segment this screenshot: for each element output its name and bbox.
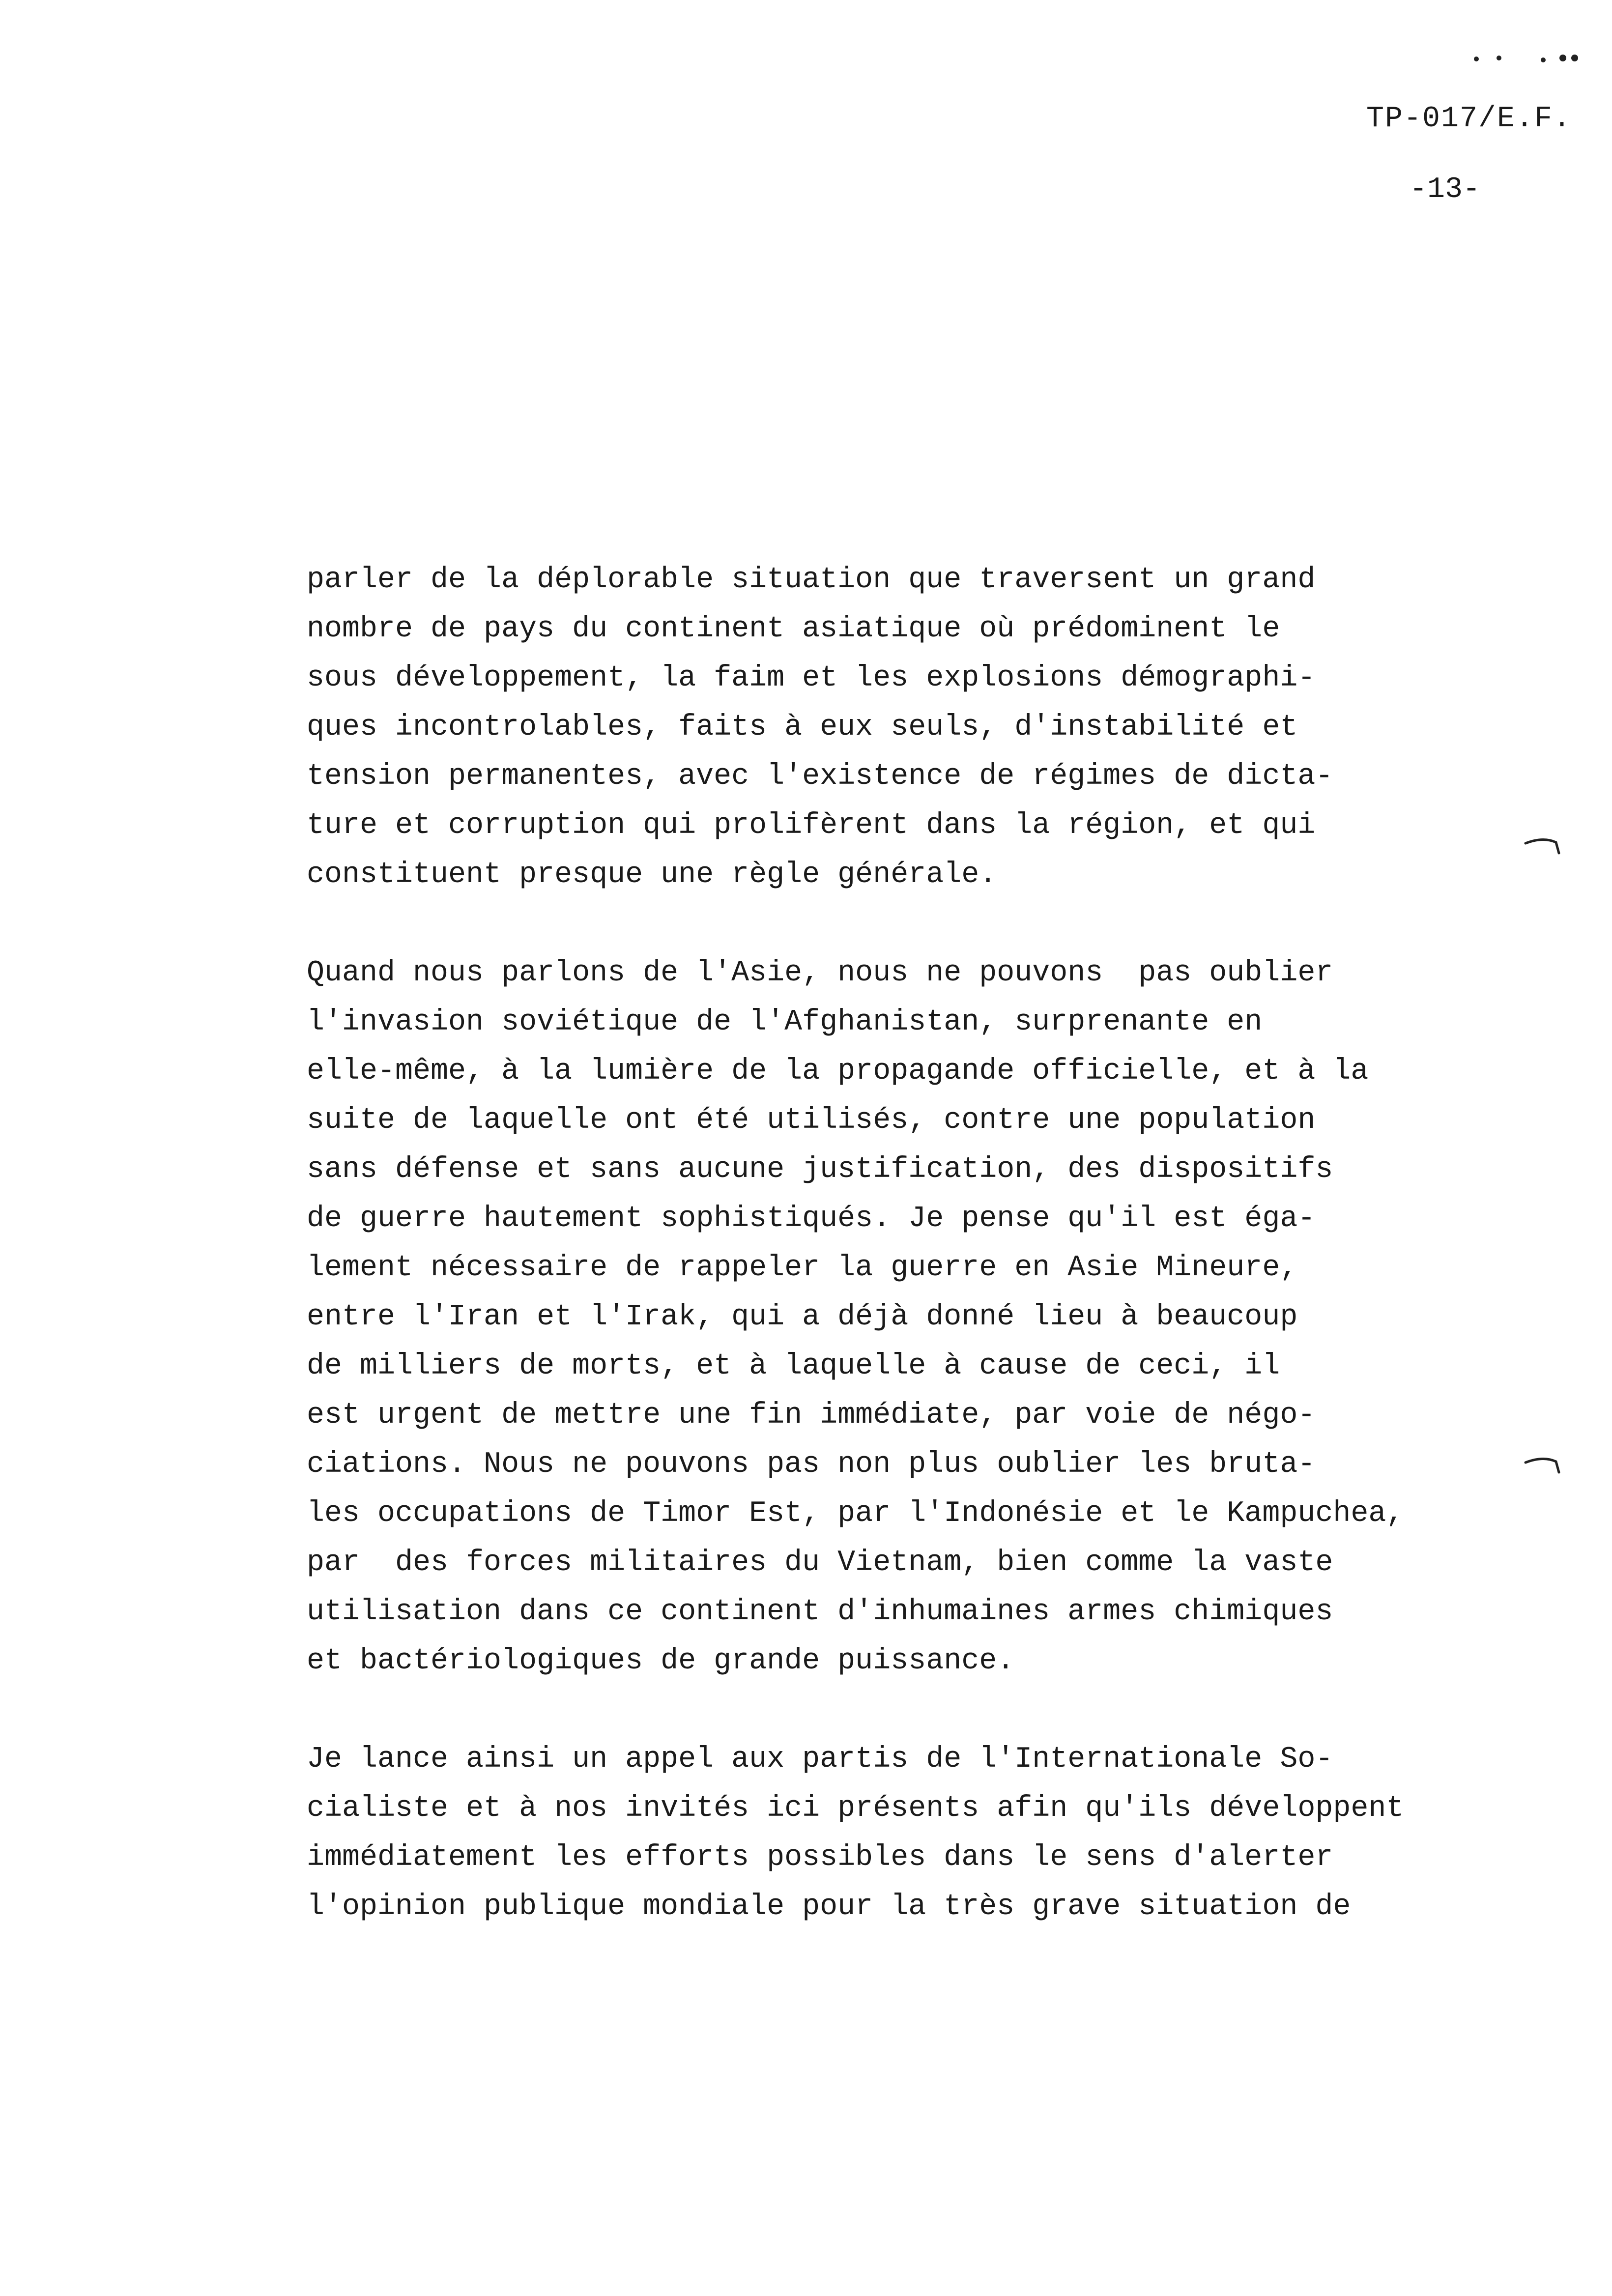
text-line: par des forces militaires du Vietnam, bien comme la vaste <box>307 1546 1333 1579</box>
text-line: ques incontrolables, faits à eux seuls, d'instabilité et <box>307 711 1298 744</box>
text-line: ciations. Nous ne pouvons pas non plus oublier les bruta- <box>307 1448 1316 1481</box>
text-line: nombre de pays du continent asiatique où prédominent le <box>307 612 1280 646</box>
text-line: cialiste et à nos invités ici présents afin qu'ils développent <box>307 1792 1404 1825</box>
text-line: sous développement, la faim et les explosions démographi- <box>307 661 1316 695</box>
text-line: immédiatement les efforts possibles dans le sens d'alerter <box>307 1841 1333 1874</box>
margin-mark-icon <box>1524 835 1563 855</box>
body-text <box>307 555 1535 1980</box>
text-line: entre l'Iran et l'Irak, qui a déjà donné lieu à beaucoup <box>307 1300 1298 1334</box>
text-line: utilisation dans ce continent d'inhumaines armes chimiques <box>307 1595 1333 1629</box>
text-line: de guerre hautement sophistiqués. Je pense qu'il est éga- <box>307 1202 1316 1235</box>
text-line: est urgent de mettre une fin immédiate, par voie de négo- <box>307 1399 1316 1432</box>
text-line: elle-même, à la lumière de la propagande officielle, et à la <box>307 1055 1369 1088</box>
scan-specks <box>1469 49 1587 69</box>
text-line: suite de laquelle ont été utilisés, contre une population <box>307 1104 1316 1137</box>
text-line: de milliers de morts, et à laquelle à cause de ceci, il <box>307 1349 1280 1383</box>
text-line: lement nécessaire de rappeler la guerre en Asie Mineure, <box>307 1251 1298 1285</box>
text-line: ture et corruption qui prolifèrent dans la région, et qui <box>307 809 1316 842</box>
text-line: les occupations de Timor Est, par l'Indonésie et le Kampuchea, <box>307 1497 1404 1530</box>
paragraph-3 <box>307 1735 1535 1931</box>
paragraph-1 <box>307 555 1535 899</box>
margin-mark-icon <box>1524 1455 1563 1474</box>
paragraph-2 <box>307 948 1535 1686</box>
text-line: l'invasion soviétique de l'Afghanistan, surprenante en <box>307 1005 1263 1039</box>
text-line: et bactériologiques de grande puissance. <box>307 1644 1015 1678</box>
text-line: Je lance ainsi un appel aux partis de l'Internationale So- <box>307 1743 1333 1776</box>
text-line: tension permanentes, avec l'existence de régimes de dicta- <box>307 760 1333 793</box>
text-line: sans défense et sans aucune justification, des dispositifs <box>307 1153 1333 1186</box>
text-line: parler de la déplorable situation que traversent un grand <box>307 563 1316 597</box>
document-reference: TP-017/E.F. <box>1366 102 1572 136</box>
text-line: Quand nous parlons de l'Asie, nous ne pouvons pas oublier <box>307 956 1333 990</box>
text-line: l'opinion publique mondiale pour la très grave situation de <box>307 1890 1351 1923</box>
text-line: constituent presque une règle générale. <box>307 858 997 891</box>
page-number: -13- <box>1410 173 1481 206</box>
